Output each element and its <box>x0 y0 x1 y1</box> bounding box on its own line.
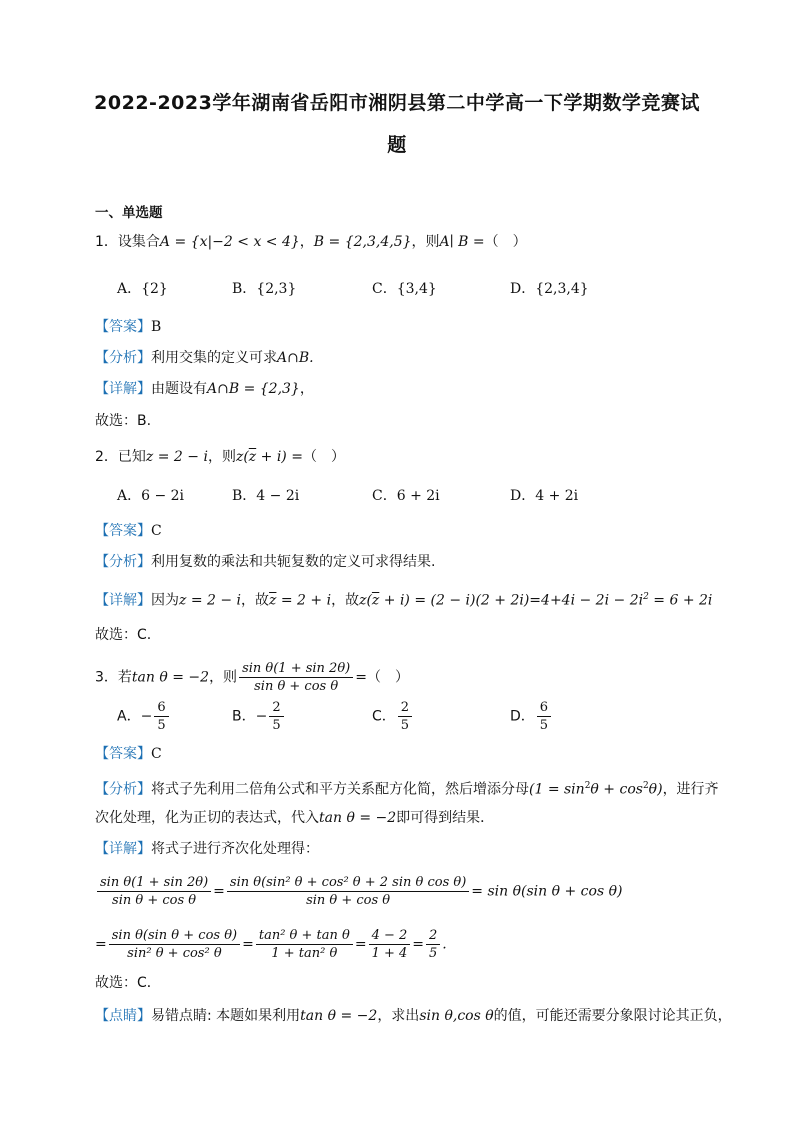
q2-analysis: 【分析】利用复数的乘法和共轭复数的定义可求得结果. <box>95 554 436 570</box>
question-2-stem: 2．已知z = 2 − i，则$z(\overline{z} + i)$ =（ ） <box>95 449 345 465</box>
q1-analysis: 【分析】利用交集的定义可求A∩B. <box>95 350 314 366</box>
q1-option-a: A．{2} <box>117 281 168 297</box>
q2-option-a: A．6 − 2i <box>117 488 185 504</box>
q2-option-b: B．4 − 2i <box>232 488 300 504</box>
q3-option-c: C． $\frac{2}{5}$ <box>372 699 414 734</box>
q3-comment: 【点睛】易错点睛: 本题如果利用tan θ = −2，求出sin θ,cos θ的值，可能还需要分象限讨论其正负， <box>95 1008 732 1024</box>
q1-option-b: B．{2,3} <box>232 281 297 297</box>
section-heading: 一、单选题 <box>95 205 163 221</box>
q2-detail: 【详解】因为z = 2 − i，故$\overline{z} = 2 + i$，故$z(\overline{z} + i) = (2 - i)(2 + 2i)=4+4i - 2i - 2i^2 = 6 + 2i$ <box>95 592 713 609</box>
q3-choose: 故选：C． <box>95 975 161 991</box>
q2-choose: 故选：C. <box>95 627 152 643</box>
q3-answer: 【答案】C <box>95 746 162 762</box>
q3-option-b: B．− $\frac{2}{5}$ <box>232 699 286 734</box>
q1-option-c: C．{3,4} <box>372 281 437 297</box>
q3-detail: 【详解】将式子进行齐次化处理得： <box>95 841 319 857</box>
q1-option-d: D．{2,3,4} <box>510 281 589 297</box>
q3-analysis-line-1: 【分析】将式子先利用二倍角公式和平方关系配方化简，然后增添分母$(1 = \sin^2\theta + \cos^2\theta)$，进行齐 <box>95 781 719 798</box>
q2-option-c: C．6 + 2i <box>372 488 440 504</box>
q2-option-d: D．4 + 2i <box>510 488 579 504</box>
q2-answer: 【答案】C <box>95 523 162 539</box>
q3-fraction: $\frac{\text{sin θ(1 + sin 2θ)}}{\text{sin θ + cos θ}}$ <box>239 660 353 695</box>
q3-option-a: A．− $\frac{6}{5}$ <box>117 699 171 734</box>
q3-equation-line-1: $\frac{\text{sin θ(1 + sin 2θ)}}{\text{sin θ + cos θ}}$ = $\frac{\text{sin θ(sin² θ + cos² θ + 2 sin θ cos θ)}}{\text{sin θ + cos θ}}$ = sin θ(sin θ + cos θ) <box>95 874 622 909</box>
page-title: 2022-2023学年湖南省岳阳市湘阴县第二中学高一下学期数学竞赛试 <box>94 92 700 114</box>
q3-equation-line-2: = $\frac{\text{sin θ(sin θ + cos θ)}}{\text{sin² θ + cos² θ}}$ = $\frac{\text{tan² θ + tan θ}}{\text{1 + tan² θ}}$ = $\frac{4 - 2}{1 + 4}$ = $\frac{2}{5}$ . <box>95 928 447 961</box>
q1-choose: 故选：B. <box>95 413 152 429</box>
q1-answer: 【答案】B <box>95 319 162 335</box>
page-title-continued: 题 <box>387 134 407 156</box>
question-3-stem: 3．若tan θ = −2，则 $\frac{\text{sin θ(1 + sin 2θ)}}{\text{sin θ + cos θ}}$ =（ ） <box>95 661 409 694</box>
q3-analysis-line-2: 次化处理，化为正切的表达式，代入tan θ = −2即可得到结果． <box>95 810 495 826</box>
q3-option-d: D． $\frac{6}{5}$ <box>510 699 553 734</box>
q1-detail: 【详解】由题设有A∩B = {2,3}， <box>95 381 314 397</box>
question-1-stem: 1．设集合A = {x|−2 < x < 4}，B = {2,3,4,5}，则A∣ B =（ ） <box>95 234 527 250</box>
